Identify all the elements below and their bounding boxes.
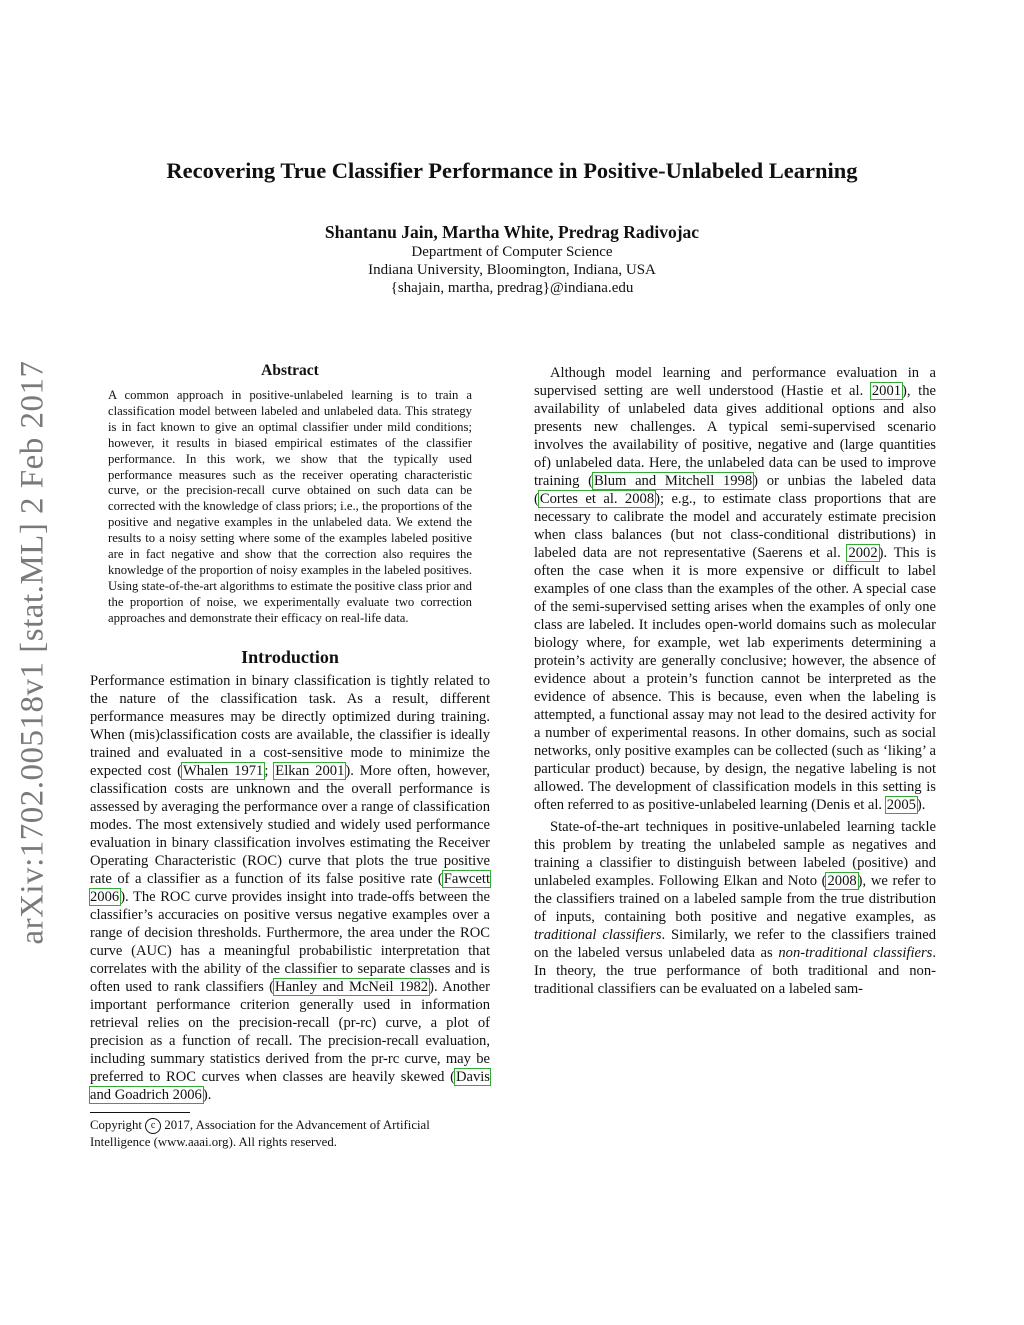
author-list: Shantanu Jain, Martha White, Predrag Radivojac [324,222,700,242]
citation-link[interactable]: Whalen 1971 [182,762,264,779]
copyright-footnote: Copyright c 2017, Association for the Advancement of Artificial Intelligence (www.aaai.org). All rights reserved. [90,1117,430,1149]
introduction-heading: Introduction [241,646,339,667]
citation-link[interactable]: Blum and Mitchell 1998 [593,473,753,489]
citation-link[interactable]: 2008 [827,873,857,889]
term-traditional-classifiers: traditional classifiers [534,927,662,943]
paper-title: Recovering True Classifier Performance in Positive-Unlabeled Learning [166,158,858,183]
citation-link[interactable]: 2005 [886,797,916,813]
intro-paragraph-3: State-of-the-art techniques in positive-unlabeled learning tackle this problem by treating the unlabeled sample as negatives and training a classifier to distinguish between labeled (positive) and unlabeled examples. Following Elkan and Noto (2008), we refer to the classifiers trained on a labeled sample from the true distribution of inputs, containing both positive and negative examples, as traditional classifiers. Similarly, we refer to the classifiers trained on the labeled versus unlabeled data as non-traditional classifiers. In theory, the true performance of both traditional and non-traditional classifiers can be evaluated on a labeled sam- [534,819,936,997]
email-addresses: {shajain, martha, predrag}@indiana.edu [390,280,634,296]
term-non-traditional-classifiers: non-traditional classifiers [778,945,933,961]
arxiv-stamp [8,352,58,952]
citation-link[interactable]: 2002 [848,545,878,561]
abstract-text: A common approach in positive-unlabeled learning is to train a classification model between labeled and unlabeled data. This strategy is in fact known to give an optimal classifier under mild conditions; however, it results in biased empirical estimates of the classifier performance. In this work, we show that the typically used performance measures such as the receiver operating characteristic curve, or the precision-recall curve obtained on such data can be corrected with the knowledge of class priors; i.e., the proportions of the positive and negative examples in the unlabeled data. We extend the results to a noisy setting where some of the examples labeled positive are in fact negative and show that the correction also requires the knowledge of the proportion of noisy examples in the labeled positives. Using state-of-the-art algorithms to estimate the positive class prior and the proportion of noise, we experimentally evaluate two correction approaches and demonstrate their efficacy on real-life data. [108,388,472,625]
left-column [90,360,490,1150]
university: Indiana University, Bloomington, Indiana, USA [368,262,656,278]
citation-link[interactable]: 2001 [871,383,902,399]
right-column [534,360,936,998]
footnote-rule [90,1112,190,1113]
arxiv-identifier: arXiv:1702.00518v1 [stat.ML] 2 Feb 2017 [14,359,51,945]
citation-link[interactable]: Hanley and McNeil 1982 [275,978,429,995]
citation-link[interactable]: Cortes et al. 2008 [539,491,655,507]
intro-paragraph-2: Although model learning and performance evaluation in a supervised setting are well understood (Hastie et al. 2001), the availability of unlabeled data gives additional options and also presents new challenges. A typical semi-supervised scenario involves the availability of positive, negative and (large quantities of) unlabeled data. Here, the unlabeled data can be used to improve training (Blum and Mitchell 1998) or unbias the labeled data (Cortes et al. 2008); e.g., to estimate class proportions that are necessary to calibrate the model and accurately estimate precision when class balances (but not class-conditional distributions) in labeled data are not representative (Saerens et al. 2002). This is often the case when it is more expensive or difficult to label examples of one class than the examples of the other. A special case of the semi-supervised setting arises when the examples of only one class are labeled. It includes open-world domains such as molecular biology where, for example, wet lab experiments determining a protein’s activity are generally conclusive; however, the absence of evidence about a protein’s function cannot be interpreted as the evidence of absence. This is because, even when the labeling is attempted, a functional assay may not lead to the desired activity for a number of experimental reasons. In other domains, such as social networks, only positive examples can be collected (such as ‘liking’ a particular product) because, by design, the negative labeling is not allowed. The development of classification models in this setting is often referred to as positive-unlabeled learning (Denis et al. 2005). [534,365,937,813]
copyright-icon: c [145,1118,161,1134]
citation-link[interactable]: Davis and Goadrich 2006 [90,1068,490,1103]
intro-paragraph-1: Performance estimation in binary classification is tightly related to the nature of the classification task. As a result, different performance measures may be directly optimized during training. When (mis)classification costs are available, the classifier is ideally trained and evaluated in a cost-sensitive mode to minimize the expected cost (Whalen 1971; Elkan 2001). More often, however, classification costs are unknown and the overall performance is assessed by averaging the performance over a range of classification modes. The most extensively studied and widely used performance evaluation in binary classification involves estimating the Receiver Operating Characteristic (ROC) curve that plots the true positive rate of a classifier as a function of its false positive rate (Fawcett 2006). The ROC curve provides insight into trade-offs between the classifier’s accuracies on positive versus negative examples over a range of decision thresholds. Furthermore, the area under the ROC curve (AUC) has a meaningful probabilistic interpretation that correlates with the ability of the classifier to separate classes and is often used to rank classifiers (Hanley and McNeil 1982). Another important performance criterion generally used in information retrieval relies on the precision-recall (pr-rc) curve, a plot of precision as a function of recall. The precision-recall evaluation, including summary statistics derived from the pr-rc curve, may be preferred to ROC curves when classes are heavily skewed (Davis and Goadrich 2006). [90,672,490,1103]
department: Department of Computer Science [411,244,613,260]
citation-link[interactable]: Elkan 2001 [275,762,345,779]
citation-link[interactable]: Fawcett 2006 [90,870,490,905]
abstract-heading: Abstract [261,362,319,379]
